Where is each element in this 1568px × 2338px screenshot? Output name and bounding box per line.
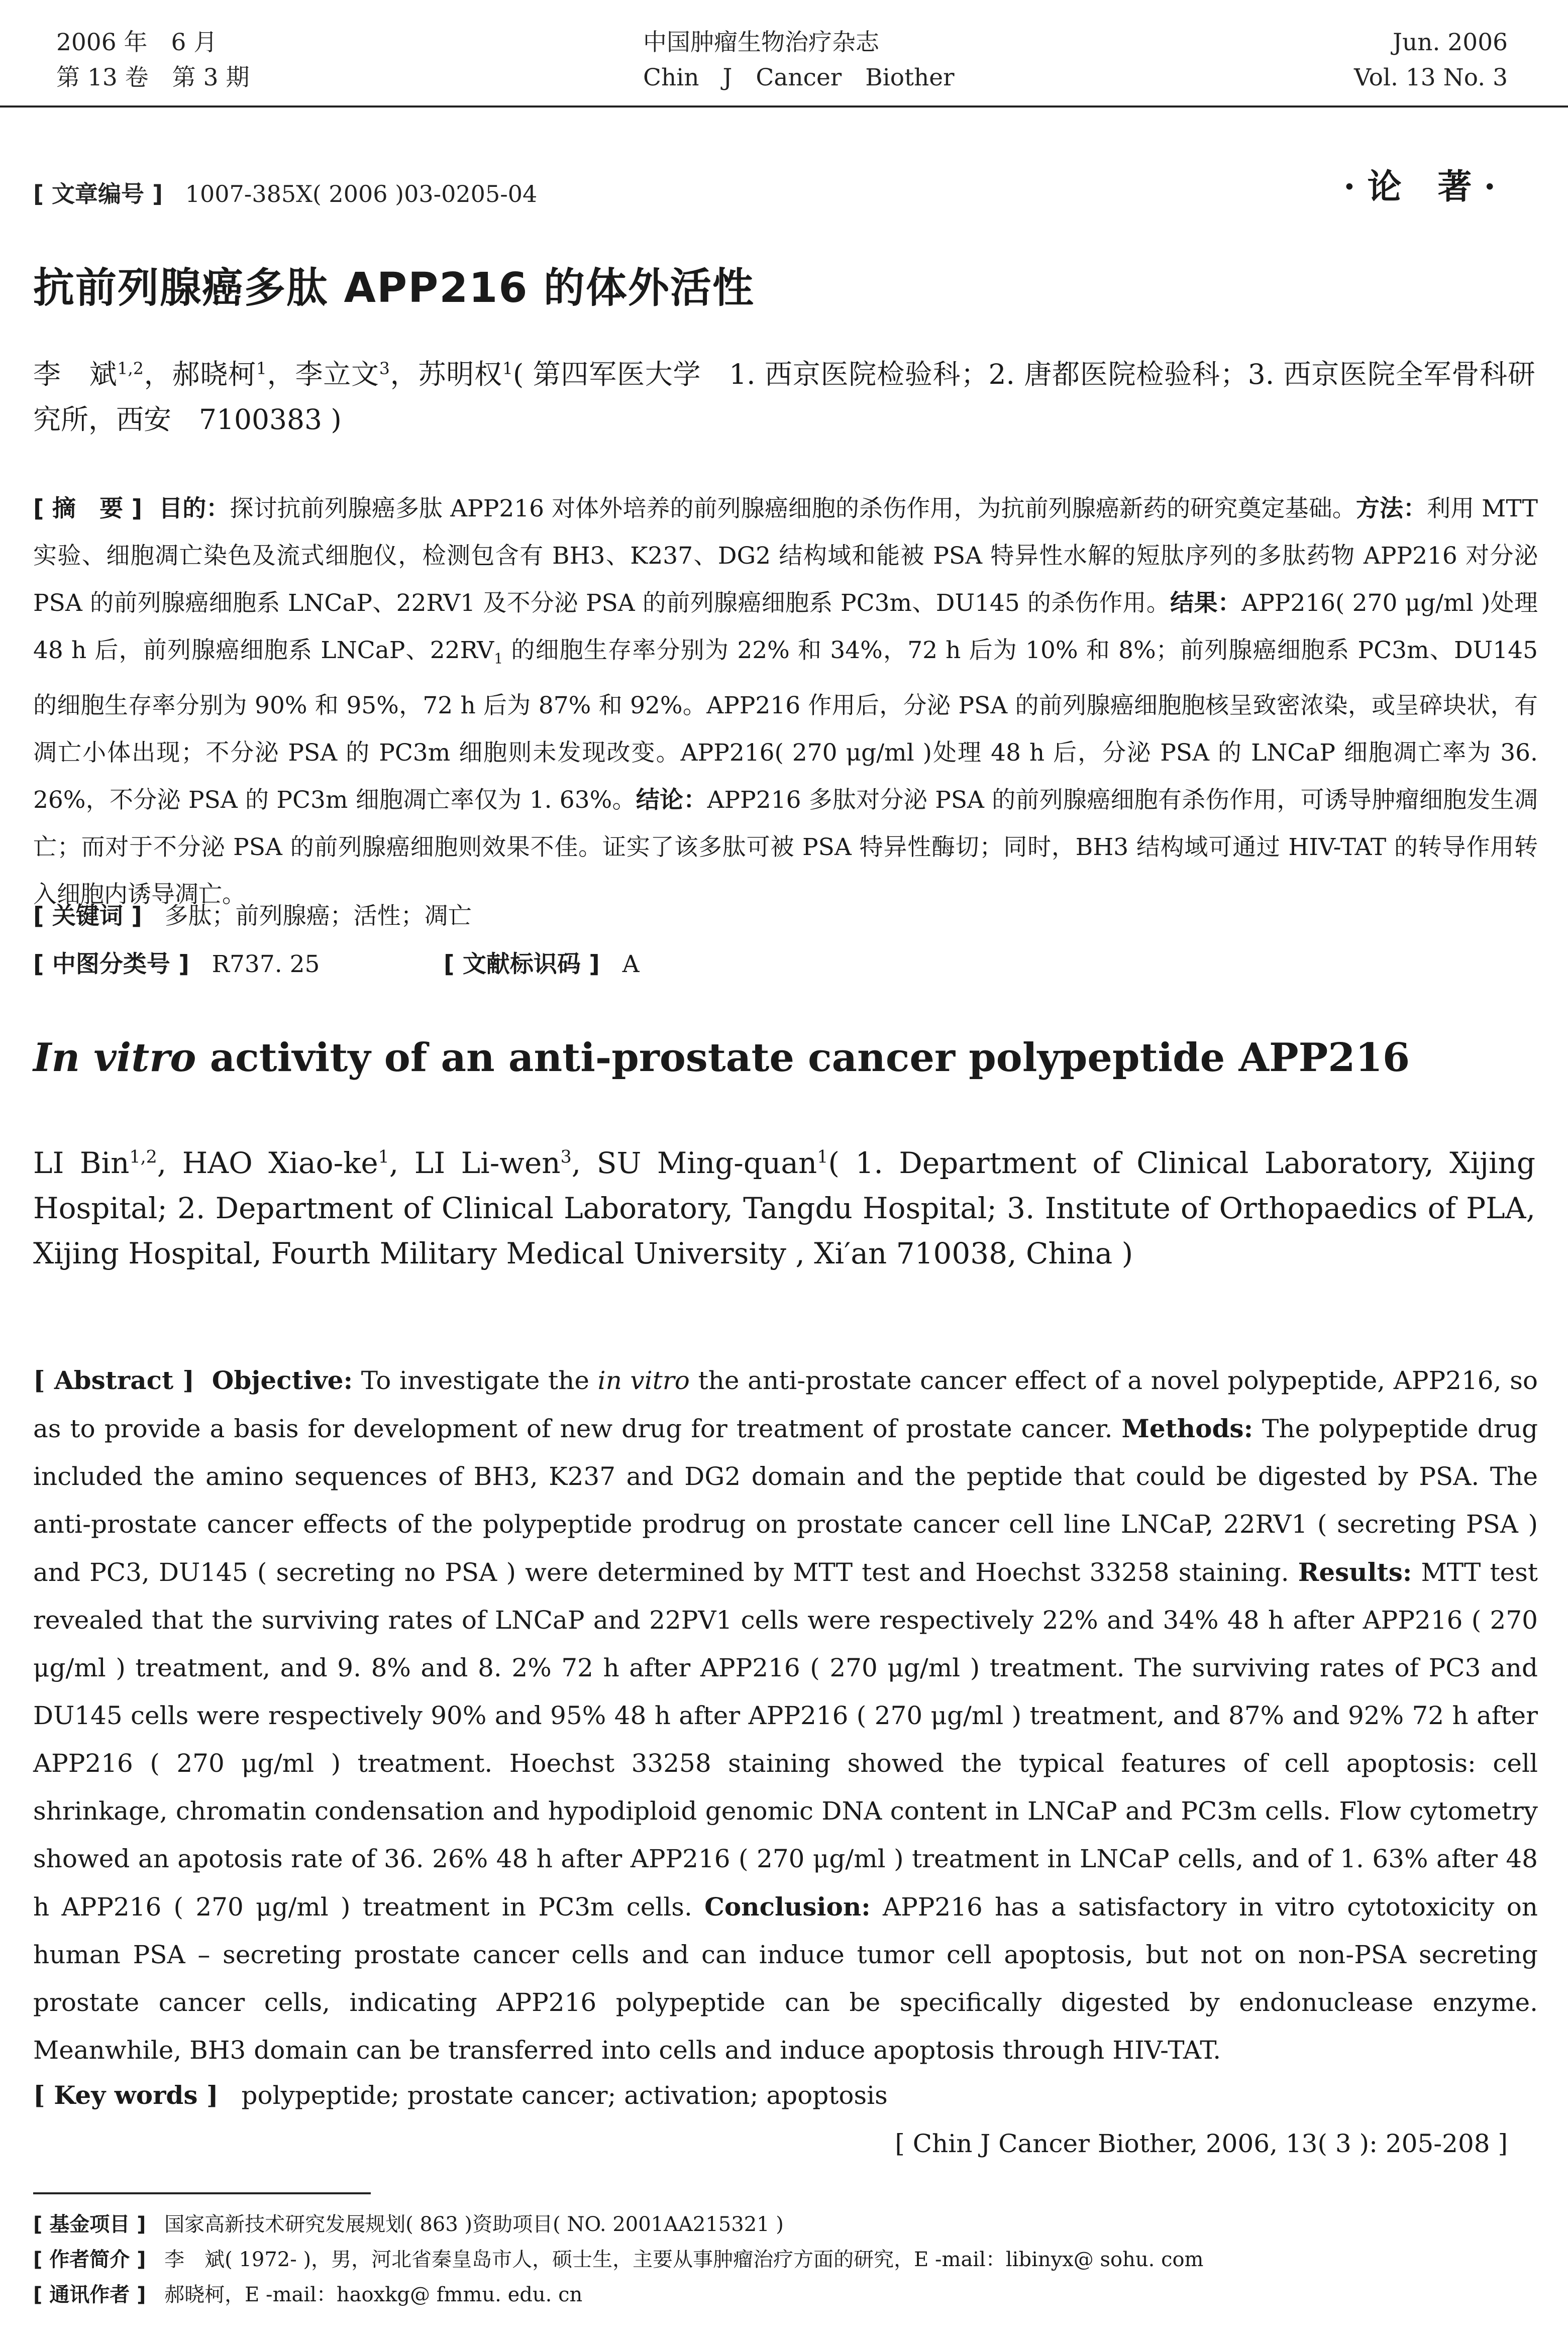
cn-results-subscript: 1 xyxy=(494,650,503,667)
cn-methods-label: 方法： xyxy=(1355,495,1427,522)
author-bio-label: [ 作者简介 ] xyxy=(33,2248,146,2271)
en-conclusion-label: Conclusion: xyxy=(704,1892,871,1922)
cn-title: 抗前列腺癌多肽 APP216 的体外活性 xyxy=(33,264,755,312)
doc-code-label: [ 文献标识码 ] xyxy=(444,950,600,978)
running-header-right xyxy=(1354,25,1508,95)
cn-author-2-sup: 1 xyxy=(256,358,267,378)
footnote-author xyxy=(33,2243,1203,2276)
footnote-rule xyxy=(33,2192,371,2194)
en-author-4: , SU Ming-quan xyxy=(571,1146,817,1180)
footnote-corresponding xyxy=(33,2278,582,2311)
cn-affiliation: ( 第四军医大学 1. 西京医院检验科；2. 唐都医院检验科；3. 西京医院全军骨科研究所，西安 7100383 ) xyxy=(33,358,1535,436)
en-author-1-sup: 1,2 xyxy=(129,1147,157,1167)
cn-author-2: ，郝晓柯 xyxy=(143,358,256,390)
cn-results-part2: 的细胞生存率分别为 22% 和 34%，72 h 后为 10% 和 8%；前列腺癌细胞系 PC3m、DU145 的细胞生存率分别为 90% 和 95%，72 h 后为 87% 和 92%。APP216 作用后，分泌 PSA 的前列腺癌细胞胞核呈致密浓染，或呈碎块状，有凋亡小体出现；不分泌 PSA 的 PC3m 细胞则未发现改变。APP216( 270 μg/ml )处理 48 h 后，分泌 PSA 的 LNCaP 细胞凋亡率为 36. 26%，不分泌 PSA 的 PC3m 细胞凋亡率仅为 1. 63%。 xyxy=(33,636,1538,814)
cn-authors xyxy=(33,352,1535,442)
fund-label: [ 基金项目 ] xyxy=(33,2213,146,2236)
clc-label: [ 中图分类号 ] xyxy=(33,950,189,978)
article-number-value: 1007-385X( 2006 )03-0205-04 xyxy=(185,180,538,207)
cn-conclusion-label: 结论： xyxy=(636,786,707,814)
cn-keywords-label: [ 关键词 ] xyxy=(33,902,142,930)
en-keywords-label: [ Key words ] xyxy=(33,2080,219,2110)
cn-results-label: 结果： xyxy=(1170,589,1242,617)
corresponding-label: [ 通讯作者 ] xyxy=(33,2283,146,2306)
en-keywords xyxy=(33,2073,888,2118)
cn-abstract xyxy=(33,485,1538,918)
en-abstract-label: [ Abstract ] xyxy=(33,1365,195,1395)
running-header-center xyxy=(643,25,955,95)
en-title-rest: activity of an anti-prostate cancer polypeptide APP216 xyxy=(196,1035,1410,1081)
fund-value: 国家高新技术研究发展规划( 863 )资助项目( NO. 2001AA215321 ) xyxy=(164,2213,784,2236)
en-objective-label: Objective: xyxy=(212,1365,353,1395)
en-title xyxy=(33,1035,1410,1081)
en-authors xyxy=(33,1140,1535,1276)
en-author-2: , HAO Xiao-ke xyxy=(157,1146,378,1180)
en-results: MTT test revealed that the surviving rates of LNCaP and 22PV1 cells were respectively 22% and 34% 48 h after APP216 ( 270 μg/ml ) treatment, and 9. 8% and 8. 2% 72 h after APP216 ( 270 μg/ml ) treatment. The surviving rates of PC3 and DU145 cells were respectively 90% and 95% 48 h after APP216 ( 270 μg/ml ) treatment, and 87% and 92% 72 h after APP216 ( 270 μg/ml ) treatment. Hoechst 33258 staining showed the typical features of cell apoptosis: cell shrinkage, chromatin condensation and hypodiploid genomic DNA content in LNCaP and PC3m cells. Flow cytometry showed an apotosis rate of 36. 26% 48 h after APP216 ( 270 μg/ml ) treatment in LNCaP cells, and of 1. 63% after 48 h APP216 ( 270 μg/ml ) treatment in PC3m cells. xyxy=(33,1558,1538,1922)
en-objective-part1: To investigate the xyxy=(353,1366,598,1395)
en-results-label: Results: xyxy=(1298,1557,1412,1587)
cn-author-1: 李 斌 xyxy=(33,358,118,390)
article-number xyxy=(33,176,537,209)
en-methods-label: Methods: xyxy=(1121,1414,1253,1443)
corresponding-value: 郝晓柯，E -mail：haoxkg@ fmmu. edu. cn xyxy=(164,2283,583,2306)
issue-date-cn: 2006 年 6 月 xyxy=(56,29,218,56)
cn-author-4: ，苏明权 xyxy=(389,358,502,390)
cn-author-3: ，李立文 xyxy=(266,358,379,390)
doc-code xyxy=(444,944,640,985)
journal-name-en: Chin J Cancer Biother xyxy=(643,64,955,91)
citation: [ Chin J Cancer Biother, 2006, 13( 3 ): 205-208 ] xyxy=(895,2129,1508,2158)
cn-keywords-value: 多肽；前列腺癌；活性；凋亡 xyxy=(164,902,472,930)
en-objective-italic: in vitro xyxy=(597,1366,690,1395)
footnote-fund xyxy=(33,2208,784,2241)
en-affiliation: ( 1. Department of Clinical Laboratory, Xijing Hospital; 2. Department of Clinical Laboratory, Tangdu Hospital; 3. Institute of Orthopaedics of PLA, Xijing Hospital, Fourth Military Medical University , Xi′an 710038, China ) xyxy=(33,1146,1536,1270)
en-author-1: LI Bin xyxy=(33,1146,130,1180)
volume-issue-cn: 第 13 卷 第 3 期 xyxy=(56,64,250,91)
cn-results-part1: APP216( 270 μg/ml )处理 48 h 后，前列腺癌细胞系 LNCaP、22RV xyxy=(33,589,1538,664)
en-author-4-sup: 1 xyxy=(817,1147,828,1167)
en-conclusion: APP216 has a satisfactory in vitro cytotoxicity on human PSA – secreting prostate cancer cells and can induce tumor cell apoptosis, but not on non-PSA secreting prostate cancer cells, indicating APP216 polypeptide can be specifically digested by endonuclease enzyme. Meanwhile, BH3 domain can be transferred into cells and induce apoptosis through HIV-TAT. xyxy=(33,1892,1538,2065)
running-header-left xyxy=(56,25,249,95)
cn-conclusion: APP216 多肽对分泌 PSA 的前列腺癌细胞有杀伤作用，可诱导肿瘤细胞发生凋亡；而对于不分泌 PSA 的前列腺癌细胞则效果不佳。证实了该多肽可被 PSA 特异性酶切；同时，BH3 结构域可通过 HIV-TAT 的转导作用转入细胞内诱导凋亡。 xyxy=(33,786,1538,909)
en-author-2-sup: 1 xyxy=(378,1147,389,1167)
doc-code-value: A xyxy=(622,950,640,978)
en-author-3: , LI Li-wen xyxy=(389,1146,561,1180)
en-keywords-value: polypeptide; prostate cancer; activation; apoptosis xyxy=(241,2081,888,2110)
cn-methods: 利用 MTT 实验、细胞凋亡染色及流式细胞仪，检测包含有 BH3、K237、DG2 结构域和能被 PSA 特异性水解的短肽序列的多肽药物 APP216 对分泌 PSA 的前列腺癌细胞系 LNCaP、22RV1 及不分泌 PSA 的前列腺癌细胞系 PC3m、DU145 的杀伤作用。 xyxy=(33,495,1538,617)
article-number-label: [ 文章编号 ] xyxy=(33,180,163,207)
cn-author-3-sup: 3 xyxy=(379,358,390,378)
header-rule xyxy=(0,105,1568,108)
en-objective-part2: the anti-prostate cancer effect of a novel polypeptide, APP216, so as to provide a basis for development of new drug for treatment of prostate cancer. xyxy=(33,1366,1538,1443)
en-methods: The polypeptide drug included the amino sequences of BH3, K237 and DG2 domain and the peptide that could be digested by PSA. The anti-prostate cancer effects of the polypeptide prodrug on prostate cancer cell line LNCaP, 22RV1 ( secreting PSA ) and PC3, DU145 ( secreting no PSA ) were determined by MTT test and Hoechst 33258 staining. xyxy=(33,1414,1538,1587)
cn-abstract-label: [ 摘 要 ] xyxy=(33,495,143,522)
en-abstract xyxy=(33,1356,1538,2074)
author-bio-value: 李 斌( 1972- )，男，河北省秦皇岛市人，硕士生，主要从事肿瘤治疗方面的研究，E -mail：libinyx@ sohu. com xyxy=(164,2248,1204,2271)
section-tag: ·论 著· xyxy=(1343,167,1508,207)
en-title-italic: In vitro xyxy=(33,1035,196,1081)
cn-keywords xyxy=(33,896,472,936)
cn-author-4-sup: 1 xyxy=(502,358,513,378)
cn-author-1-sup: 1,2 xyxy=(117,358,144,378)
cn-objective: 探讨抗前列腺癌多肽 APP216 对体外培养的前列腺癌细胞的杀伤作用，为抗前列腺癌新药的研究奠定基础。 xyxy=(230,495,1356,522)
issue-date-en: Jun. 2006 xyxy=(1393,29,1508,56)
volume-issue-en: Vol. 13 No. 3 xyxy=(1354,64,1508,91)
cn-classification xyxy=(33,944,1490,985)
clc-value: R737. 25 xyxy=(212,950,320,978)
journal-name-cn: 中国肿瘤生物治疗杂志 xyxy=(643,29,879,56)
cn-objective-label: 目的： xyxy=(159,495,230,522)
en-author-3-sup: 3 xyxy=(560,1147,572,1167)
